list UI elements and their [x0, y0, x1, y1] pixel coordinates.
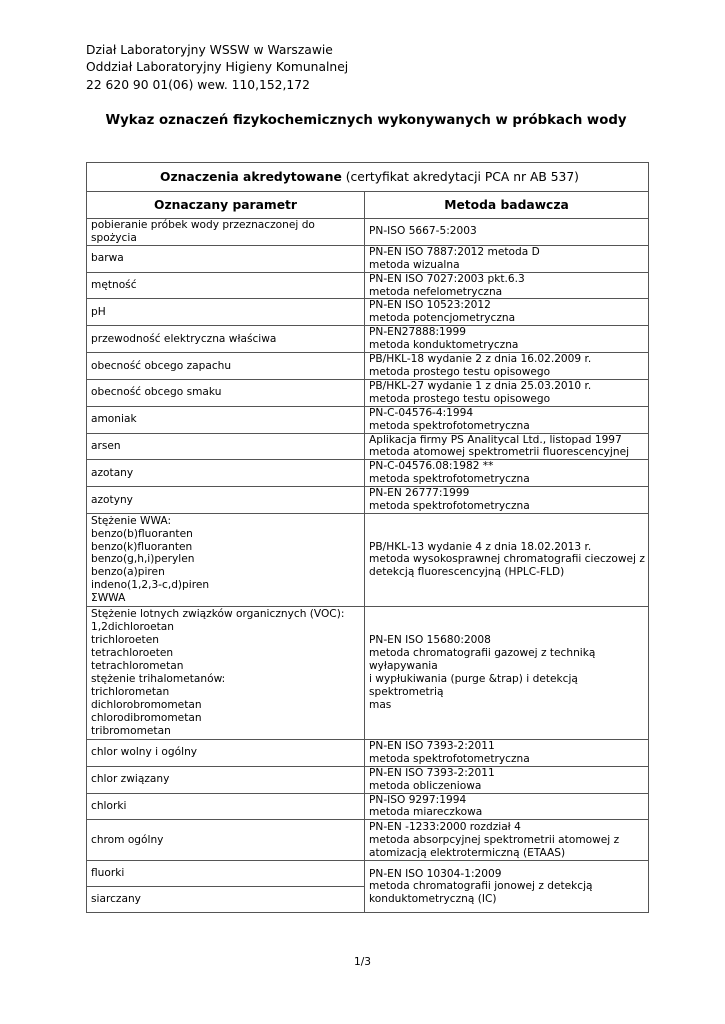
method-line: detekcją fluorescencyjną (HPLC-FLD): [369, 566, 565, 579]
method-line: metoda spektrofotometryczna: [369, 752, 530, 765]
parameter-line: Stężenie lotnych związków organicznych (VOC):: [91, 608, 345, 621]
method-line: Aplikacja firmy PS Analitycal Ltd., listopad 1997: [369, 433, 622, 446]
method-line: PN-EN ISO 10523:2012: [369, 299, 491, 312]
method-line: PN-ISO 5667-5:2003: [369, 225, 477, 238]
method-line: metoda potencjometryczna: [369, 312, 516, 325]
table-row-voc: [87, 606, 649, 739]
method-line: metoda obliczeniowa: [369, 779, 482, 792]
method-cell: [365, 861, 649, 913]
table-row-wwa: [87, 513, 649, 606]
table-row: [87, 219, 649, 246]
method-line: PN-C-04576.08:1982 **: [369, 460, 494, 473]
method-line: i wypłukiwania (purge &trap) i detekcją spektrometrią: [369, 672, 578, 698]
section-heading-bold: Oznaczenia akredytowane: [160, 169, 342, 184]
table-row: [87, 272, 649, 299]
method-cell: [365, 487, 649, 514]
parameter-line: benzo(a)piren: [91, 566, 165, 579]
parameter-line: benzo(g,h,i)perylen: [91, 553, 195, 566]
method-cell: [365, 460, 649, 487]
parameter-cell: chlor wolny i ogólny: [87, 739, 365, 766]
table-row: [87, 487, 649, 514]
method-cell: [365, 245, 649, 272]
parameter-cell: przewodność elektryczna właściwa: [87, 326, 365, 353]
method-line: PB/HKL-27 wydanie 1 z dnia 25.03.2010 r.: [369, 379, 592, 392]
parameter-line: chlorodibromometan: [91, 711, 202, 724]
method-cell: [365, 513, 649, 606]
parameter-cell: siarczany: [87, 887, 365, 913]
column-header-parameter: Oznaczany parametr: [87, 192, 365, 219]
parameter-cell: azotyny: [87, 487, 365, 514]
parameter-cell: chrom ogólny: [87, 820, 365, 861]
method-cell: [365, 820, 649, 861]
parameter-line: benzo(b)fluoranten: [91, 527, 193, 540]
header-line-3: 22 620 90 01(06) wew. 110,152,172: [86, 77, 310, 92]
table-row: [87, 820, 649, 861]
method-line: PN-EN -1233:2000 rozdział 4: [369, 821, 521, 834]
method-cell: [365, 433, 649, 460]
parameter-cell: amoniak: [87, 406, 365, 433]
table-row: [87, 379, 649, 406]
section-heading-note: (certyfikat akredytacji PCA nr AB 537): [341, 169, 579, 184]
table-row: [87, 793, 649, 820]
method-line: metoda konduktometryczna: [369, 339, 519, 352]
method-cell: [365, 326, 649, 353]
parameter-cell: obecność obcego zapachu: [87, 353, 365, 380]
table-row: [87, 299, 649, 326]
parameter-line: trichloroeten: [91, 634, 159, 647]
method-cell: [365, 219, 649, 246]
parameter-line: 1,2dichloroetan: [91, 621, 174, 634]
header-line-2: Oddział Laboratoryjny Higieny Komunalnej: [86, 60, 349, 75]
method-line: metoda atomowej spektrometrii fluorescencyjnej: [369, 446, 630, 459]
method-line: metoda nefelometryczna: [369, 285, 503, 298]
parameter-line: stężenie trihalometanów:: [91, 672, 226, 685]
method-line: konduktometryczną (IC): [369, 893, 497, 906]
method-cell: [365, 739, 649, 766]
table-row: [87, 245, 649, 272]
method-line: metoda spektrofotometryczna: [369, 419, 530, 432]
method-cell: [365, 793, 649, 820]
method-line: PN-EN ISO 7887:2012 metoda D: [369, 245, 540, 258]
parameter-cell: obecność obcego smaku: [87, 379, 365, 406]
method-line: metoda spektrofotometryczna: [369, 500, 530, 513]
parameter-line: tetrachlorometan: [91, 660, 184, 673]
method-line: PB/HKL-13 wydanie 4 z dnia 18.02.2013 r.: [369, 540, 592, 553]
parameter-cell: fluorki: [87, 861, 365, 887]
table-row: [87, 766, 649, 793]
section-heading: [87, 163, 649, 192]
parameter-cell: pH: [87, 299, 365, 326]
methods-table: [86, 162, 649, 913]
method-cell: [365, 406, 649, 433]
parameter-line: trichlorometan: [91, 685, 170, 698]
method-line: metoda chromatografii jonowej z detekcją: [369, 880, 593, 893]
method-line: PN-EN27888:1999: [369, 326, 466, 339]
method-line: metoda wizualna: [369, 258, 460, 271]
method-line: metoda prostego testu opisowego: [369, 365, 551, 378]
method-line: mas: [369, 698, 392, 711]
column-header-method: Metoda badawcza: [365, 192, 649, 219]
table-row: [87, 353, 649, 380]
method-line: metoda chromatografii gazowej z techniką wyłapywania: [369, 647, 596, 673]
method-line: PB/HKL-18 wydanie 2 z dnia 16.02.2009 r.: [369, 353, 592, 366]
parameter-cell: barwa: [87, 245, 365, 272]
table-row: [87, 406, 649, 433]
header-line-1: Dział Laboratoryjny WSSW w Warszawie: [86, 43, 333, 57]
lab-header: [86, 42, 348, 94]
parameter-cell: arsen: [87, 433, 365, 460]
parameter-line: tribromometan: [91, 724, 171, 737]
parameter-cell: pobieranie próbek wody przeznaczonej do spożycia: [87, 219, 365, 246]
method-cell: [365, 606, 649, 739]
parameter-cell: azotany: [87, 460, 365, 487]
method-cell: [365, 353, 649, 380]
parameter-line: ΣWWA: [91, 592, 126, 605]
parameter-cell: mętność: [87, 272, 365, 299]
parameter-line: tetrachloroeten: [91, 647, 174, 660]
table-row: [87, 861, 649, 887]
table-row: [87, 739, 649, 766]
method-cell: [365, 299, 649, 326]
method-line: metoda miareczkowa: [369, 806, 483, 819]
table-row: [87, 433, 649, 460]
method-line: PN-EN ISO 15680:2008: [369, 634, 491, 647]
method-line: PN-EN 26777:1999: [369, 487, 470, 500]
document-title: Wykaz oznaczeń fizykochemicznych wykonywanych w próbkach wody: [105, 113, 627, 128]
parameter-line: Stężenie WWA:: [91, 514, 172, 527]
method-line: PN-C-04576-4:1994: [369, 406, 474, 419]
method-line: metoda prostego testu opisowego: [369, 392, 551, 405]
method-line: PN-EN ISO 10304-1:2009: [369, 867, 502, 880]
parameter-cell: [87, 606, 365, 739]
parameter-cell: [87, 513, 365, 606]
parameter-line: indeno(1,2,3-c,d)piren: [91, 579, 210, 592]
method-line: PN-EN ISO 7393-2:2011: [369, 766, 495, 779]
table-row: [87, 460, 649, 487]
method-line: atomizacją elektrotermiczną (ETAAS): [369, 846, 566, 859]
method-cell: [365, 766, 649, 793]
table-row: [87, 326, 649, 353]
method-cell: [365, 379, 649, 406]
parameter-line: dichlorobromometan: [91, 698, 202, 711]
parameter-cell: chlor związany: [87, 766, 365, 793]
method-line: PN-EN ISO 7027:2003 pkt.6.3: [369, 272, 525, 285]
parameter-line: benzo(k)fluoranten: [91, 540, 193, 553]
method-line: PN-EN ISO 7393-2:2011: [369, 739, 495, 752]
method-line: metoda absorpcyjnej spektrometrii atomowej z: [369, 833, 620, 846]
method-line: PN-ISO 9297:1994: [369, 793, 467, 806]
method-line: metoda wysokosprawnej chromatografii cieczowej z: [369, 553, 645, 566]
method-cell: [365, 272, 649, 299]
page-number: 1/3: [353, 956, 372, 968]
parameter-cell: chlorki: [87, 793, 365, 820]
method-line: metoda spektrofotometryczna: [369, 473, 530, 486]
